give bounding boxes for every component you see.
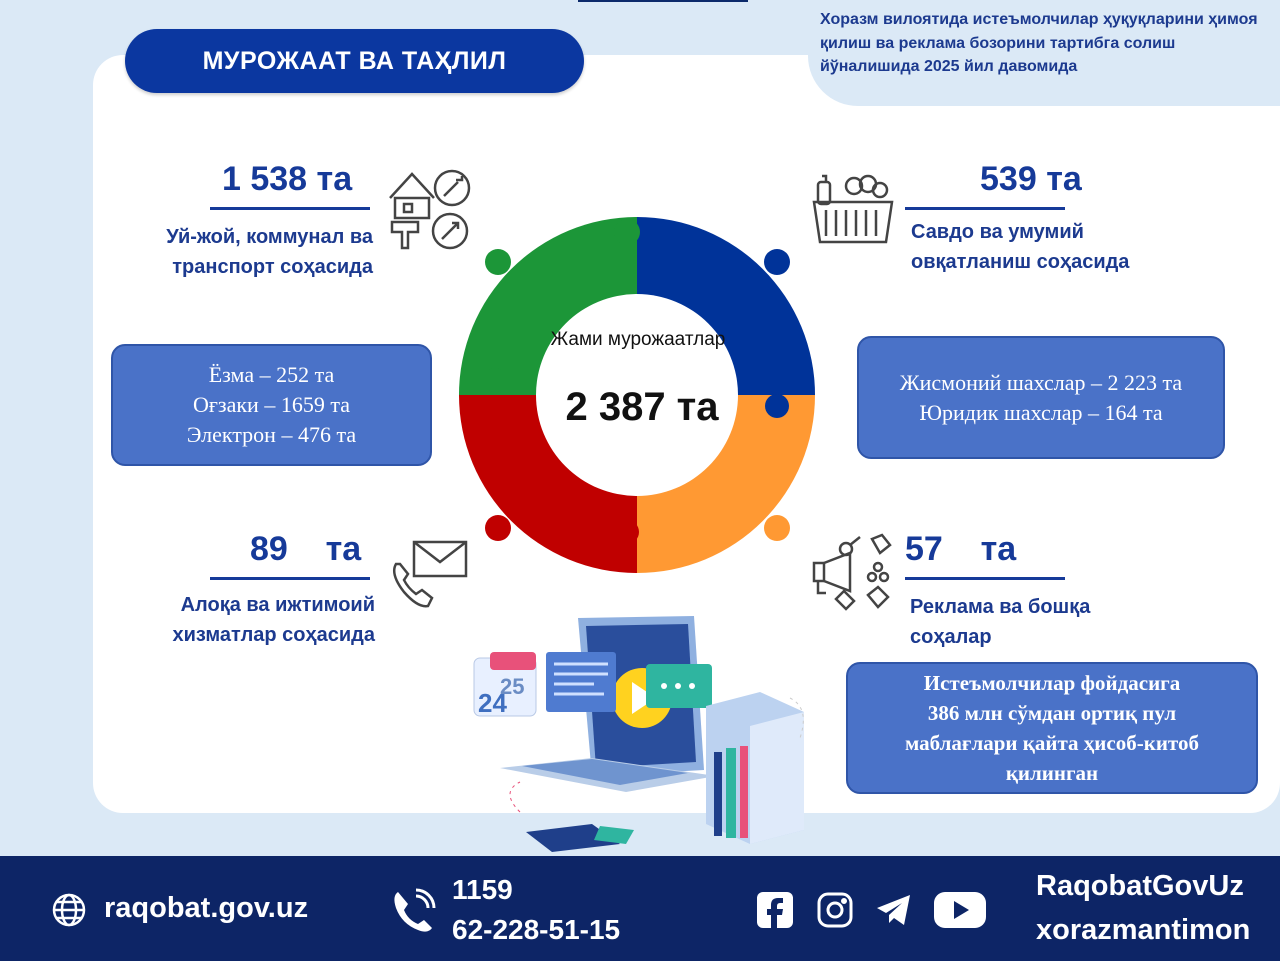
shopping-basket-icon <box>812 172 894 247</box>
segment-blue <box>637 217 815 395</box>
social-handle-1[interactable]: RaqobatGovUz <box>1036 870 1244 902</box>
center-total: 2 387 та <box>565 385 719 429</box>
knob-red-bottom <box>615 520 639 544</box>
knob-red-left <box>485 515 511 541</box>
phone-illustration <box>526 824 634 852</box>
calendar-bottom-number: 24 <box>478 688 507 718</box>
housing-underline <box>210 207 370 210</box>
header-note-text: Хоразм вилоятида истеъмолчилар ҳуқуқларини ҳимоя қилиш ва реклама бозорини тартибга солиш йўналишида 2025 йил давомида <box>820 11 1258 75</box>
trade-label: Савдо ва умумий овқатланиш соҳасида <box>911 221 1130 273</box>
globe-icon <box>51 892 87 928</box>
applicant-type-box: Жисмоний шахслар – 2 223 та Юридик шахслар – 164 та <box>857 336 1225 459</box>
trade-underline <box>905 207 1065 210</box>
phone-number[interactable]: 62-228-51-15 <box>452 914 621 945</box>
instagram-icon[interactable] <box>817 892 853 928</box>
knob-orange-right <box>764 515 790 541</box>
phone-short-number[interactable]: 1159 <box>452 874 513 905</box>
calendar-icon <box>474 652 536 718</box>
page-title: МУРОЖААТ ВА ТАҲЛИЛ <box>125 29 584 93</box>
website-link[interactable]: raqobat.gov.uz <box>104 892 309 924</box>
knob-green-mid <box>483 368 507 392</box>
social-handle-2[interactable]: xorazmantimon <box>1036 914 1251 946</box>
housing-label: Уй-жой, коммунал ва транспорт соҳасида <box>166 226 373 278</box>
advertising-underline <box>905 577 1065 580</box>
facebook-icon[interactable] <box>757 892 793 928</box>
computer-illustration <box>460 612 820 852</box>
knob-green-left <box>485 249 511 275</box>
house-tools-icon <box>386 166 474 254</box>
calendar-top-number: 25 <box>500 674 525 699</box>
communication-count: 89 та <box>250 530 362 568</box>
phone-icon <box>390 888 436 934</box>
youtube-icon[interactable] <box>934 892 986 928</box>
segment-green <box>459 217 637 395</box>
server-icon <box>706 692 804 844</box>
top-accent-line <box>578 0 748 2</box>
knob-blue-right <box>764 249 790 275</box>
refund-box: Истеъмолчилар фойдасига 386 млн сўмдан ортиқ пул маблағлари қайта ҳисоб-китоб қилинган <box>846 662 1258 794</box>
advertising-count: 57 та <box>905 530 1017 568</box>
advertising-label: Реклама ва бошқа соҳалар <box>910 596 1091 648</box>
knob-blue-mid <box>765 394 789 418</box>
communication-underline <box>210 577 370 580</box>
phone-envelope-icon <box>390 538 470 610</box>
megaphone-icon <box>810 533 894 613</box>
communication-label: Алоқа ва ижтимоий хизматлар соҳасида <box>172 594 375 646</box>
footer-bar <box>0 856 1280 961</box>
trade-count: 539 та <box>980 160 1082 198</box>
telegram-icon[interactable] <box>876 894 912 926</box>
center-label: Жами мурожаатлар <box>550 329 726 350</box>
knob-green-top <box>614 219 640 245</box>
housing-count: 1 538 та <box>222 160 353 198</box>
request-form-box: Ёзма – 252 та Оғзаки – 1659 та Электрон – 476 та <box>111 344 432 466</box>
